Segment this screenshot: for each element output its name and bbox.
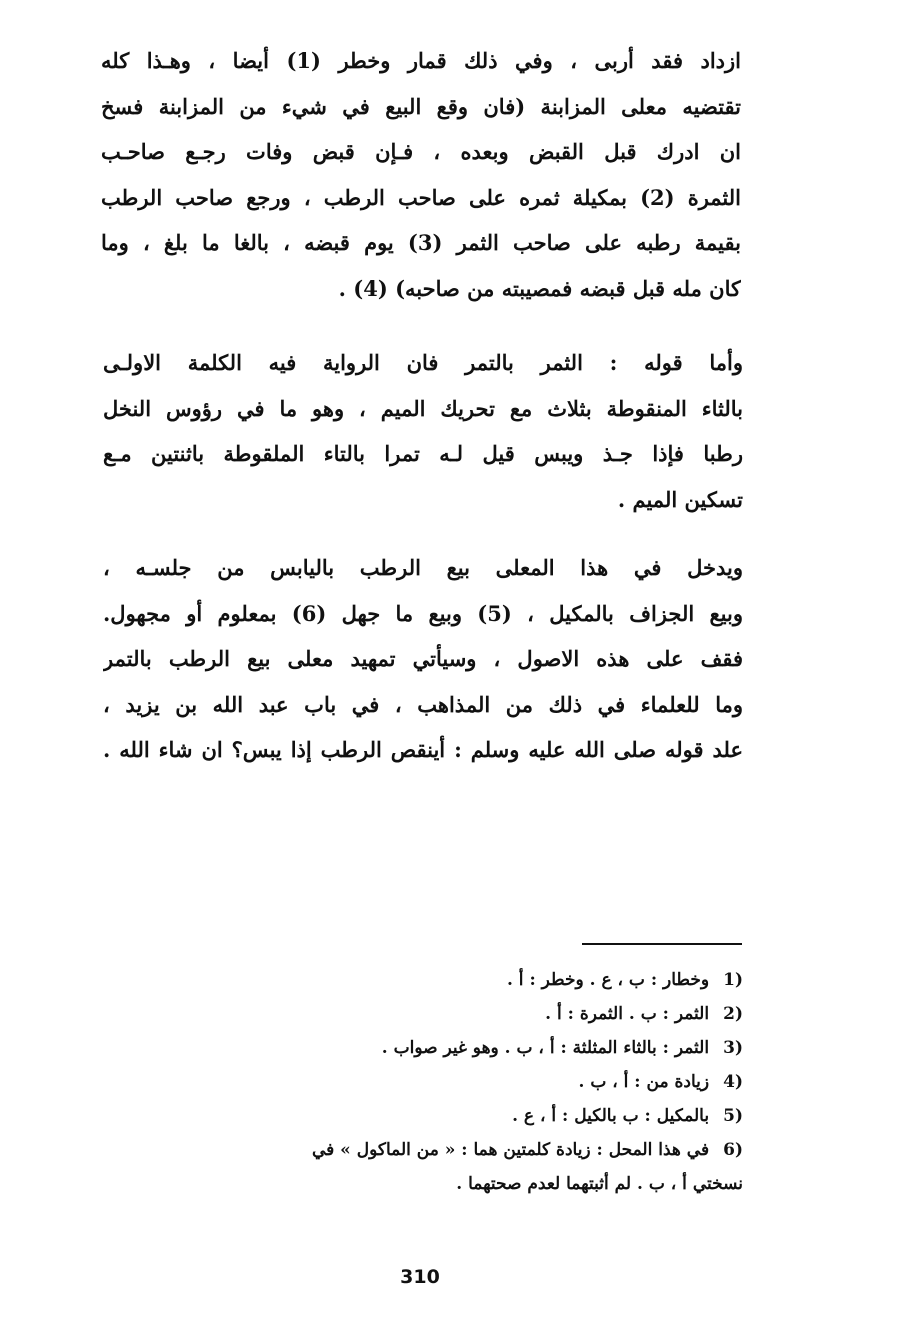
footnote-text: الثمر : بالثاء المثلثة : أ ، ب . وهو غير صواب .	[381, 1038, 710, 1058]
paragraph-1	[101, 38, 741, 311]
footnote-text: الثمر : ب . الثمرة : أ .	[545, 1004, 710, 1024]
text-line: علد قوله صلى الله عليه وسلم : أينقص الرطب إذا يبس؟ ان شاء الله .	[103, 737, 743, 762]
text-line: وبيع الجزاف بالمكيل ، (5) وبيع ما جهل (6) بمعلوم أو مجهول.	[103, 600, 743, 626]
footnotes	[103, 963, 743, 1201]
text-line: تقتضيه معلى المزابنة (فان وقع البيع في شيء من المزابنة فسخ	[101, 93, 741, 119]
paragraph-3	[103, 545, 743, 773]
text-line: الثمرة (2) بمكيلة ثمره على صاحب الرطب ، ورجع صاحب الرطب	[101, 184, 741, 210]
text-line: وما للعلماء في ذلك من المذاهب ، في باب عبد الله بن يزيد ،	[103, 691, 743, 717]
text-line: كان مله قبل قبضه فمصيبته من صاحبه) (4) .	[338, 275, 741, 301]
text-line: ازداد فقد أربى ، وفي ذلك قمار وخطر (1) أيضا ، وهـذا كله	[101, 48, 741, 73]
footnote-text: بالمكيل : ب بالكيل : أ ، ع .	[512, 1106, 710, 1126]
footnote-6-continuation: نسختي أ ، ب . لم أثبتهما لعدم صحتهما .	[456, 1174, 743, 1194]
footnote-1	[103, 963, 743, 997]
text-line: بقيمة رطبه على صاحب الثمر (3) يوم قبضه ، بالغا ما بلغ ، وما	[101, 230, 741, 255]
footnote-4	[103, 1065, 743, 1099]
paragraph-2	[103, 340, 743, 522]
page-number: 310	[400, 1266, 440, 1288]
footnote-number: (3	[723, 1038, 743, 1058]
text-line: وأما قوله : الثمر بالتمر فان الرواية فيه الكلمة الاولـى	[103, 350, 743, 375]
text-line: ان ادرك قبل القبض وبعده ، فـإن قبض وفات رجـع صاحـب	[101, 139, 741, 164]
footnote-3	[103, 1031, 743, 1065]
text-line: فقف على هذه الاصول ، وسيأتي تمهيد معلى بيع الرطب بالتمر	[103, 646, 743, 671]
footnote-number: (2	[723, 1004, 743, 1024]
footnote-number: (5	[723, 1106, 743, 1126]
footnote-6	[103, 1133, 743, 1167]
text-line: رطبا فإذا جـذ ويبس قيل لـه تمرا بالتاء الملقوطة باثنتين مـع	[103, 441, 743, 466]
footnote-2	[103, 997, 743, 1031]
footnote-text: زيادة من : أ ، ب .	[578, 1072, 710, 1092]
footnote-number: (1	[723, 970, 743, 990]
footnote-text: وخطار : ب ، ع . وخطر : أ .	[506, 970, 710, 990]
footnote-number: (6	[723, 1140, 743, 1160]
footnote-5	[103, 1099, 743, 1133]
footnote-number: (4	[723, 1072, 743, 1092]
footnote-text: في هذا المحل : زيادة كلمتين هما : « من الماكول » في	[311, 1140, 710, 1160]
text-line: ويدخل في هذا المعلى بيع الرطب باليابس من جلسـه ،	[103, 555, 743, 580]
footnote-separator	[582, 943, 742, 945]
text-line: بالثاء المنقوطة بثلاث مع تحريك الميم ، وهو ما في رؤوس النخل	[103, 395, 743, 421]
text-line: تسكين الميم .	[617, 486, 743, 512]
